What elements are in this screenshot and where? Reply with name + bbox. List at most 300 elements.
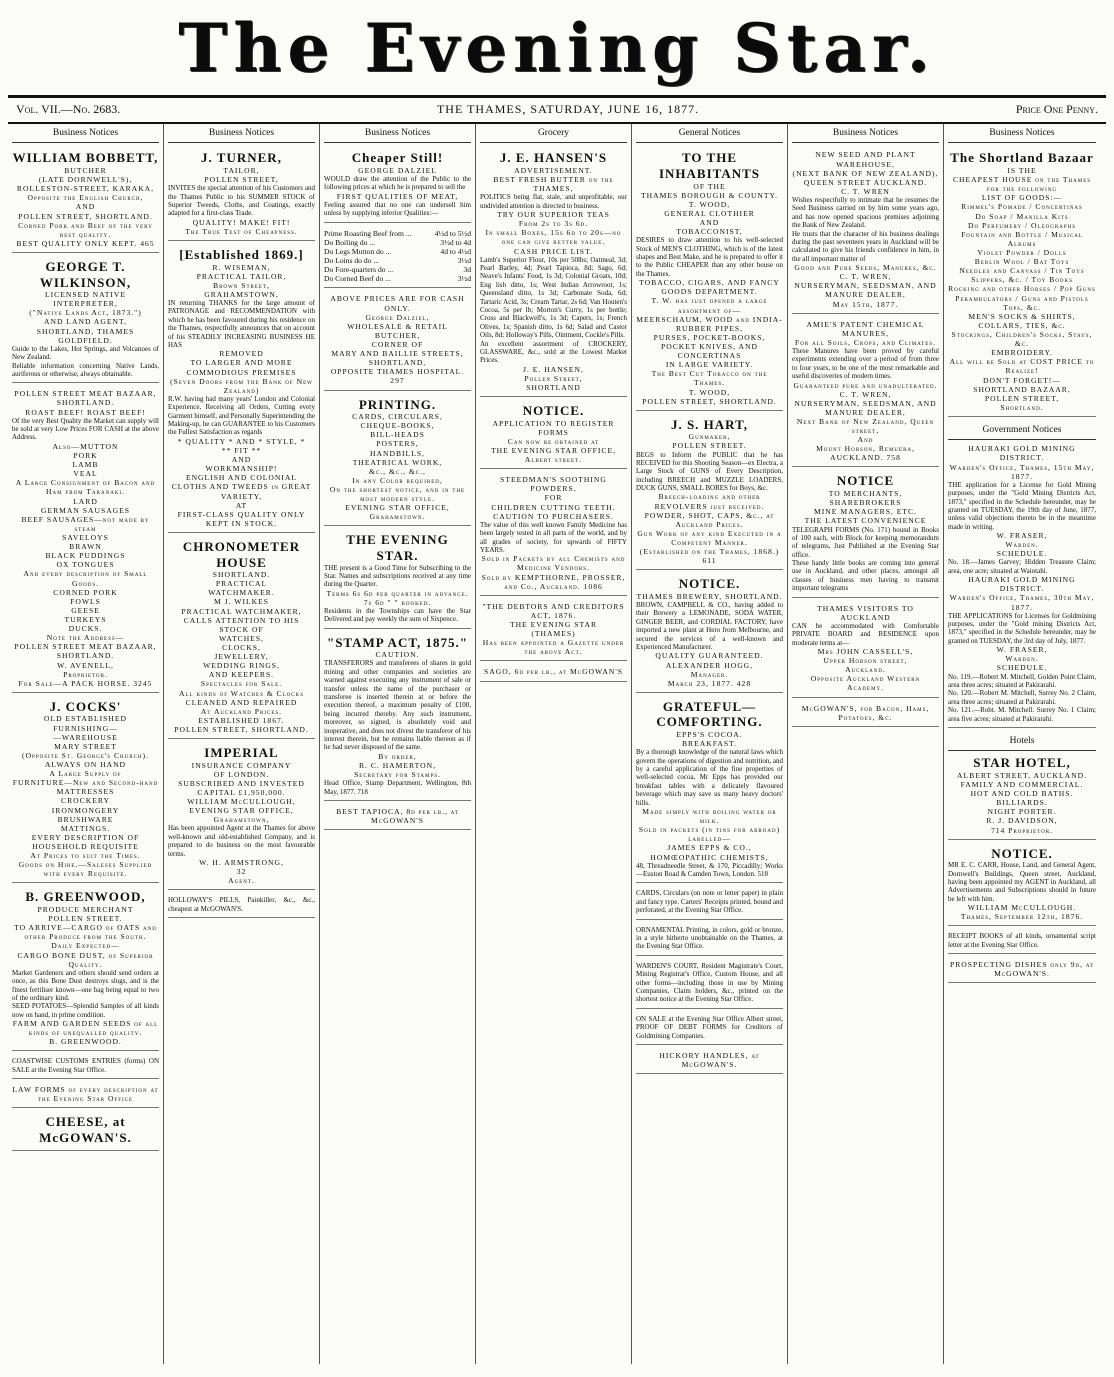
ad-line: IS THE: [1007, 165, 1037, 175]
ad-line: Good and Pure Seeds, Manures, &c.: [794, 263, 937, 273]
price-value: 4½d to 5½d: [434, 228, 471, 238]
ad-line: NOTICE: [836, 473, 895, 489]
ad-line: MEN'S SOCKS & SHIRTS, COLLARS, TIES, &c.: [968, 311, 1076, 330]
ad-line: CAUTION.: [375, 650, 420, 660]
ad-line: FIRST QUALITIES OF MEAT,: [336, 191, 459, 201]
ad-line: ALEXANDER HOGG,: [665, 660, 754, 670]
ad-line: Pollen Street,: [524, 373, 583, 383]
advertisement: [12, 886, 159, 1051]
ad-line: May 15th, 1877.: [832, 299, 899, 309]
ad-line: On the shortest notice, and in the most modern style.: [329, 484, 466, 504]
ad-line: Manager.: [690, 669, 729, 679]
ad-line: An excellent assortment of CROCKERY, GLASSWARE, &c., sold at the Lowest Market Prices.: [480, 339, 627, 365]
ad-line: Head Office, Stamp Department, Wellington, 8th May, 1877. 718: [324, 779, 471, 796]
ad-line: Thames, September 12th, 1876.: [960, 912, 1084, 922]
ad-line: R. C. HAMERTON,: [358, 760, 437, 770]
ad-line: POLLEN STREET MEAT BAZAAR,: [14, 389, 157, 399]
ad-line: WATCHMAKER.: [208, 588, 275, 598]
ad-line: SHORTLAND BAZAAR,: [973, 384, 1071, 394]
ad-line: FIRST-CLASS QUALITY ONLY KEPT IN STOCK.: [177, 509, 306, 528]
ad-line: WATCHES,: [219, 633, 264, 643]
ad-line: Sold in packets (in tins for abroad) labelled—: [638, 825, 781, 844]
advertisement: [792, 317, 939, 468]
price-row: [324, 274, 471, 283]
ad-line: WARDEN'S COURT, Resident Magistrate's Court, Mining Registrar's Office, Custom House, and all other forms—including those in use by Mining Companies, Claim holders, &c., printed on the shortest notice at the Evening Star Office.: [636, 961, 783, 1004]
section-heading: Hotels: [948, 734, 1096, 751]
ad-line: FOWLS: [70, 596, 101, 606]
ad-line: HOMŒOPATHIC CHEMISTS,: [650, 852, 769, 862]
ad-line: The value of this well known Family Medicine has been largely tested in all parts of the world, and by all grades of society, for upwards of FIFTY YEARS.: [480, 520, 627, 554]
ad-line: He trusts that the character of his business dealings during the past seventeen years in Auckland will be calculated to give his friends confidence in him, in the all important matter of: [792, 229, 939, 263]
price-row: [324, 229, 471, 238]
ad-line: Tops, &c.: [1003, 302, 1041, 312]
ad-line: The Shortland Bazaar: [950, 150, 1094, 166]
ad-line: MEERSCHAUM, WOOD and INDIA-RUBBER PIPES,: [636, 314, 783, 333]
price-value: 3d: [463, 265, 471, 275]
ad-line: BROWN, CAMPBELL & CO., having added to their Brewery a LEMONADE, SODA WATER, GINGER BEER, and CORDIAL FACTORY, have imported a new plant at Hero from Melbourne, and secured the services of a well-known and Experienced Manufacturer.: [636, 601, 783, 652]
ad-line: Opposite the English Church,: [27, 193, 144, 203]
ad-line: For all Soils, Crops, and Climates.: [795, 337, 936, 347]
price-item: Prime Roasting Beef from ...: [324, 228, 412, 238]
ad-line: (NEXT BANK OF NEW ZEALAND),: [792, 168, 939, 178]
ad-line: PROSPECTING DISHES only 9d, at McGOWAN'S.: [949, 960, 1095, 979]
ad-line: GEORGE T. WILKINSON,: [39, 258, 132, 290]
price-row: [324, 256, 471, 265]
advertisement: [480, 400, 627, 469]
ad-line: CALLS ATTENTION TO HIS STOCK OF: [183, 615, 300, 634]
ad-line: Goods on Hire.—Saleses Supplied with every Requisite.: [18, 860, 153, 879]
ad-line: NURSERYMAN, SEEDSMAN, AND MANURE DEALER,: [794, 398, 937, 417]
ad-line: POLLEN STREET, SHORTLAND.: [18, 211, 153, 221]
ad-line: OF LONDON.: [213, 769, 270, 779]
ad-line: CASH PRICE LIST.: [514, 246, 593, 256]
ad-line: J. E. HANSEN,: [523, 364, 584, 374]
ad-line: ORNAMENTAL Printing, in colors, gold or bronze, in a style hitherto unobtainable on the Thames, at the Evening Star Office.: [636, 925, 783, 951]
ad-line: Has been appointed a Gazette under the above Act.: [482, 638, 625, 657]
ad-line: No. 119.—Robert M. Mitchell, Golden Point Claim, area three acres; situated at Pakirarahi.: [948, 672, 1096, 689]
ad-line: Made simply with boiling water or milk.: [642, 806, 777, 826]
ad-line: BILL-HEADS: [370, 430, 425, 440]
ad-line: TO LARGER AND MORE COMMODIOUS PREMISES: [186, 358, 297, 377]
ad-line: BREAKFAST.: [681, 739, 738, 749]
advertisement: [636, 1012, 783, 1045]
advertisement: [792, 701, 939, 727]
ad-line: Needles and Canvass / Tin Toys: [959, 266, 1085, 276]
advertisement: [636, 147, 783, 410]
ad-line: CORNER OF: [371, 339, 424, 349]
page-columns: [8, 123, 1106, 1364]
ad-line: AUCKLAND. 758: [830, 453, 901, 463]
column-heading: General Notices: [636, 126, 783, 143]
ad-line: R.W. having had many years' London and Colonial Experience, Receiving all Orders, Cutting every Garment himself, and Personally Superintending the Making-up, he can GUARANTEE to his Customers the Fullest Satisfaction as regards: [168, 394, 315, 437]
ad-line: THEATRICAL WORK,: [352, 457, 443, 467]
ad-line: Perambulators / Guns and Pistols: [955, 293, 1089, 303]
ad-line: ALWAYS ON HAND: [44, 759, 127, 769]
ad-line: Has been appointed Agent at the Thames for above well-known and old-established Company, and is prepared to do business on the most favourable terms.: [168, 824, 315, 858]
ad-line: WILLIAM BOBBETT,: [12, 150, 159, 166]
advertisement: [12, 386, 159, 692]
ad-line: &c., &c., &c.,: [369, 466, 426, 476]
ad-line: ** FIT **: [221, 445, 262, 455]
ad-line: The Best Cut Tobacco on the Thames.: [651, 369, 768, 388]
ad-line: Gun Work of any kind Executed in a Competent Manner.: [637, 528, 782, 548]
ad-line: Market Gardeners and others should send orders at once, as this Bone Dust destroys slugs, and is the finest fertiliser known—one bag being equal to two of the ordinary kind.: [12, 968, 159, 1002]
ad-line: ALBERT STREET, AUCKLAND.: [957, 770, 1087, 780]
ad-line: TELEGRAPH FORMS (No. 171) bound in Books of 100 each, with Block for keeping memorandum of telegrams, Just Published at the Evening Star office.: [792, 525, 939, 559]
ad-line: SCHEDULE.: [996, 663, 1048, 673]
advertisement: [948, 420, 1096, 728]
ad-line: And every description of Small Goods.: [23, 569, 148, 588]
price-value: 3½d to 4d: [440, 237, 471, 247]
masthead: [0, 0, 1114, 95]
ad-line: Upper Hobson street,: [823, 656, 908, 666]
column-5: [632, 124, 788, 1364]
ad-line: CARDS, CIRCULARS,: [352, 412, 443, 422]
advertisement: [324, 226, 471, 289]
ad-line: W. FRASER,: [996, 531, 1048, 541]
ad-line: [Established 1869.]: [179, 246, 304, 262]
ad-line: Shortland.: [1000, 402, 1044, 412]
advertisement: [480, 147, 627, 397]
ad-line: Of the very Best Quality the Market can supply will be sold at very Low Prices FOR CASH at the above Address.: [12, 416, 159, 442]
ad-line: LICENSED NATIVE INTERPRETER,: [44, 290, 126, 309]
advertisement: [948, 147, 1096, 417]
ad-line: 48, Threadneedle Street, & 170, Piccadilly; Works—Euston Road & Camden Town, London. 518: [636, 861, 783, 879]
ad-line: T. WOOD,: [688, 387, 731, 397]
ad-line: Berlin Wool / Bat Toys: [974, 257, 1070, 267]
price-value: 4d to 4½d: [440, 246, 471, 256]
ad-line: SUBSCRIBED AND INVESTED: [178, 778, 305, 788]
ad-line: ("Native Lands Act, 1873."): [29, 308, 142, 318]
advertisement: [12, 256, 159, 383]
ad-line: J. E. HANSEN'S: [499, 150, 608, 166]
ad-line: In any Color required,: [352, 475, 443, 485]
ad-line: GENERAL CLOTHIER: [664, 208, 755, 218]
ad-line: J. S. HART,: [670, 416, 749, 432]
ad-line: (LATE DORNWELL'S),: [38, 175, 133, 185]
ad-line: TRY OUR SUPERIOR TEAS: [497, 210, 610, 220]
column-heading: Business Notices: [792, 126, 939, 143]
ad-line: EPPS'S COCOA.: [676, 730, 743, 740]
ad-line: ESTABLISHED 1867.: [198, 715, 285, 725]
column-heading: Business Notices: [12, 126, 159, 143]
ad-line: THE present is a Good Time for Subscribing to the Star. Names and subscriptions received at any time during the Quarter.: [324, 563, 471, 589]
ad-line: By order,: [378, 751, 417, 761]
ad-line: APPLICATION TO REGISTER: [492, 418, 615, 428]
ad-line: AT: [235, 500, 248, 510]
ad-line: Stockings, Children's Socks, Stays, &c.: [951, 329, 1093, 349]
ad-line: J. COCKS': [49, 698, 122, 714]
ad-line: WOULD draw the attention of the Public to the following prices at which he is prepared to sell the: [324, 175, 471, 192]
ad-line: HAURAKI GOLD MINING DISTRICT.: [968, 575, 1076, 594]
ad-line: SHORTLAND.: [212, 570, 271, 580]
ad-line: SHORTLAND.: [56, 651, 115, 661]
ad-line: These handy little books are coming into general use in Auckland, and other places, amongst all classes of business men having to transmit important telegrams: [792, 559, 939, 593]
ad-line: By a thorough knowledge of the natural laws which govern the operations of digestion and nutrition, and by a careful application of the fine properties of well-selected cocoa, Mr Epps has provided our breakfast tables with a delicately flavoured beverage which may save us many heavy doctors' bills.: [636, 748, 783, 807]
ad-line: CHEAPEST HOUSE on the Thames for the following: [952, 175, 1092, 194]
ad-line: THAMES BREWERY, SHORTLAND.: [636, 591, 783, 601]
ad-line: CARDS, Circulars (on note or letter paper) in plain and fancy type. Carters' Receipts printed, bound and perforated, at the Evening Star Office.: [636, 889, 783, 915]
ad-line: CARGO BONE DUST, of Superior Quality.: [17, 950, 154, 969]
ad-line: CAN be accommodated with Comfortable PRIVATE BOARD and RESIDENCE upon moderate terms at—: [792, 621, 939, 647]
advertisement: [948, 731, 1096, 840]
ad-line: FURNISHING—: [53, 723, 118, 733]
ad-line: POLLEN STREET.: [48, 914, 123, 924]
ad-line: CHEESE, at McGOWAN'S.: [39, 1114, 132, 1146]
ad-line: NEW SEED AND PLANT WAREHOUSE,: [815, 150, 916, 169]
ad-line: FURNITURE—New and Second-hand: [12, 778, 159, 788]
column-3: [320, 124, 476, 1364]
price: Price One Penny.: [1015, 101, 1098, 116]
ad-line: Also—MUTTON: [52, 441, 119, 451]
ad-line: WEDDING RINGS,: [203, 661, 280, 671]
ad-line: STAR HOTEL,: [973, 755, 1071, 771]
advertisement: [324, 804, 471, 830]
ad-line: MR E. C. CARR, House, Land, and General Agent, Dornwell's Buildings, Queen street, Auckland, having been appointed my AGENT in Auckland, all Advertisements and Subscriptions should in future be left with him.: [948, 861, 1096, 903]
ad-line: 714 Proprietor.: [990, 825, 1054, 835]
ad-line: Cheaper Still!: [351, 150, 444, 166]
ad-line: TO MERCHANTS, SHAREBROKERS: [828, 489, 903, 508]
ad-line: QUALITY! MAKE! FIT!: [192, 217, 291, 227]
ad-line: ADVERTISEMENT.: [514, 165, 593, 175]
ad-line: PRINTING.: [358, 396, 437, 412]
advertisement: [168, 742, 315, 890]
ad-line: Terms 6s 6d per quarter in advance.: [326, 588, 469, 598]
advertisement: [324, 291, 471, 390]
ad-line: Do Perfumery / Oleographs: [967, 220, 1076, 230]
ad-line: OF THE: [693, 181, 726, 191]
ad-line: PRACTICAL TAILOR,: [196, 271, 287, 281]
ad-line: THE APPLICATIONS for Licenses for Goldmining purposes, under the "Gold mining Districts Act, 1873," specified in the Schedule hereunder, may be granted on TUESDAY, the 3rd day of July, 1877.: [948, 611, 1096, 645]
ad-line: Grahamstown,: [213, 815, 270, 825]
ad-line: For Sale—A PACK HORSE. 3245: [18, 678, 153, 688]
ad-line: McGOWAN'S, for Bacon, Hams, Potatoes, &c.: [801, 703, 930, 722]
ad-line: POLITICS being flat, stale, and unprofitable, our undivided attention is directed to business.: [480, 193, 627, 210]
ad-line: MATTRESSES: [56, 787, 115, 797]
ad-line: Do Soap / Manilla Kits: [975, 211, 1069, 221]
ad-line: VEAL: [73, 469, 98, 479]
section-heading: Government Notices: [948, 423, 1096, 440]
ad-line: ACT, 1876.: [530, 610, 577, 620]
ad-line: No. 18.—James Garvey; Hidden Treasure Claim; area, one acre; situated at Waiotahi.: [948, 558, 1096, 575]
ad-line: MARY AND BAILLIE STREETS,: [331, 349, 464, 359]
ad-line: TRANSFERORS and transferees of shares in gold mining and other companies and societies are warned against executing any instrument of sale or transfer unless the name of the purchaser or transferee is inserted therein at or before the execution thereof, a maximum penalty of £100, being incurred thereby. Any such instrument, moreover, so signed, is absolutely void and inoperative, and does not divest the transferor of his interest therein, but he remains liable thereon as if he had never disposed of the same.: [324, 659, 471, 752]
ad-line: BRUSHWARE: [57, 814, 114, 824]
ad-line: At Prices to suit the Times.: [30, 851, 141, 861]
ad-line: HOLLOWAY'S PILLS, Painkiller, &c., &c., cheapest at McGOWAN'S.: [168, 896, 315, 913]
ad-line: Guide to the Lakes, Hot Springs, and Volcanoes of New Zealand.: [12, 344, 159, 362]
advertisement: [948, 929, 1096, 954]
ad-line: Guaranteed pure and unadulterated.: [793, 380, 938, 390]
advertisement: [948, 957, 1096, 983]
ad-line: Fountain and Bottle / Musical Albums: [961, 229, 1083, 248]
ad-line: HANDBILLS,: [370, 448, 425, 458]
ad-line: Spectacles for Sale.: [200, 679, 283, 689]
ad-line: B. GREENWOOD,: [25, 889, 146, 905]
ad-line: And: [857, 435, 874, 445]
ad-line: JAMES EPPS & CO.,: [667, 843, 752, 853]
ad-line: TOBACCONIST,: [676, 227, 743, 237]
volume-number: Vol. VII.—No. 2683.: [16, 101, 121, 116]
ad-line: CAUTION TO PURCHASERS.: [493, 511, 614, 521]
ad-line: These Manures have been proved by careful experiments extending over a period of from three to four years, to be one of the most remarkable and useful discoveries of modern times.: [792, 346, 939, 381]
ad-line: THE EVENING STAR.: [346, 532, 449, 564]
ad-line: All will be Sold at COST PRICE to Realize!: [949, 357, 1095, 376]
newspaper-title: The Evening Star.: [178, 8, 936, 87]
ad-line: PURSES, POCKET-BOOKS, POCKET KNIVES, AND CONCERTINAS: [653, 332, 766, 361]
ad-line: Feeling assured that no one can undersell him unless by supplying inferior Qualities:—: [324, 200, 471, 218]
ad-line: C. T. WREN,: [839, 389, 892, 399]
ad-line: CHEQUE-BOOKS,: [360, 421, 435, 431]
advertisement: [636, 959, 783, 1009]
ad-line: IN LARGE VARIETY.: [665, 360, 754, 370]
advertisement: [168, 147, 315, 241]
ad-line: A Large Consignment of Bacon and Ham from Taranaki.: [15, 478, 156, 497]
price-item: Do Fore-quarters do ...: [324, 265, 394, 275]
ad-line: Grahamstown.: [369, 512, 426, 522]
advertisement: [168, 244, 315, 533]
ad-line: OPPOSITE THAMES HOSPITAL.: [330, 367, 465, 377]
ad-line: Daily Expected—: [51, 941, 120, 951]
ad-line: BEST TAPIOCA, 8d per lb., at McGOWAN'S: [336, 806, 459, 825]
ad-line: SAVELOYS: [62, 532, 109, 542]
ad-line: NOTICE.: [991, 845, 1053, 861]
ad-line: LAMB: [72, 460, 99, 470]
ad-line: TOBACCO, CIGARS, AND FANCY GOODS DEPARTMENT.: [639, 278, 780, 297]
price-row: [324, 238, 471, 247]
ad-line: COASTWISE CUSTOMS ENTRIES (forms) ON SALE at the Evening Star Office.: [12, 1057, 159, 1074]
ad-line: W. AVENELL,: [57, 660, 114, 670]
ad-line: GEORGE DALZIEL: [358, 165, 437, 175]
ad-line: W. FRASER,: [996, 645, 1048, 655]
ad-line: OLD ESTABLISHED: [44, 714, 127, 724]
ad-line: POLLEN STREET,: [984, 393, 1060, 403]
column-1: [8, 124, 164, 1364]
ad-line: A Large Supply of: [49, 769, 122, 779]
ad-line: PRACTICAL WATCHMAKER,: [181, 606, 302, 616]
ad-line: FORMS: [538, 427, 569, 437]
ad-line: No. 121.—Robt. M. Mitchell. Surrey No. 1 Claim; area five acres; situated at Pakirarahi.: [948, 706, 1096, 723]
ad-line: Mount Hobson, Remuera,: [816, 444, 915, 454]
ad-line: IRONMONGERY: [51, 805, 120, 815]
ad-line: GERMAN SAUSAGES: [40, 505, 131, 515]
ad-line: WILLIAM McCULLOUGH,: [187, 797, 296, 807]
ad-line: OX TONGUES: [56, 560, 115, 570]
ad-line: "STAMP ACT, 1875.": [326, 634, 469, 650]
advertisement: [168, 893, 315, 918]
ad-line: Wishes respectfully to intimate that he resumes the Seed Business carried on by him some years ago, and has now opened spacious premises adjoining the Bank of New Zealand.: [792, 195, 939, 230]
ad-line: BEGS to Inform the PUBLIC that he has RECEIVED for this Shooting Season—ex Electra, a Large Stock of GUNS of Every Description, including BREECH and MUZZLE LOADERS, DUCK GUNS, SMALL BORES for Boys, &c.: [636, 450, 783, 493]
ad-line: (Established on the Thames, 1868.) 611: [639, 547, 780, 566]
ad-line: GRATEFUL—COMFORTING.: [656, 698, 763, 730]
ad-line: (Seven Doors from the Bank of New Zealand): [170, 376, 313, 395]
ad-line: EVENING STAR OFFICE,: [345, 503, 450, 513]
advertisement: [324, 147, 471, 222]
ad-line: 7s 6d " " booked.: [363, 597, 432, 607]
ad-line: HICKORY HANDLES, at McGOWAN'S.: [659, 1050, 760, 1069]
ad-line: PORK: [73, 450, 98, 460]
ad-line: FAMILY AND COMMERCIAL.: [960, 779, 1084, 789]
ad-line: Proprietor.: [63, 669, 108, 679]
ad-line: HAURAKI GOLD MINING DISTRICT.: [968, 444, 1076, 463]
ad-line: JEWELLERY,: [214, 652, 269, 662]
ad-line: "THE DEBTORS AND CREDITORS: [482, 601, 625, 611]
ad-line: Warden.: [1005, 540, 1039, 550]
advertisement: [12, 1111, 159, 1150]
ad-line: THE EVENING STAR OFFICE,: [490, 445, 617, 455]
ad-line: Gunmaker,: [688, 432, 731, 442]
ad-line: IMPERIAL: [204, 745, 279, 761]
ad-line: ROLLESTON-STREET, KARAKA,: [16, 184, 155, 194]
ad-line: At Auckland Prices.: [200, 706, 283, 716]
ad-line: Agent.: [228, 876, 255, 886]
ad-line: REMOVED: [219, 349, 264, 359]
ad-line: EMBROIDERY.: [991, 348, 1053, 358]
advertisement: [792, 470, 939, 597]
ad-line: ON SALE at the Evening Star Office Albert street, PROOF OF DEBT FORMS for Creditors of Goldmining Companies.: [636, 1014, 783, 1040]
advertisement: [636, 696, 783, 884]
advertisement: [636, 923, 783, 956]
ad-line: INVITES the special attention of his Customers and the Thames Public to his SUMMER STOCK of Superior Tweeds, Cloths, and Coatings, exactly adapted for a first-class Trade.: [168, 184, 315, 218]
ad-line: J. TURNER,: [201, 150, 282, 166]
ad-line: DUCKS.: [68, 624, 103, 634]
ad-line: AND LAND AGENT,: [44, 317, 127, 327]
ad-line: M J. WILKES: [214, 597, 269, 607]
ad-line: Warden's Office, Thames, 15th May, 1877.: [949, 462, 1095, 481]
ad-line: QUEEN STREET AUCKLAND.: [803, 177, 928, 187]
advertisement: [168, 536, 315, 739]
ad-line: 297: [390, 376, 405, 386]
ad-line: No. 120.—Robert M. Mitchell, Surrey No. 2 Claim, area three acres; situated at Pakirarahi.: [948, 689, 1096, 706]
ad-line: CAPITAL £1,950,000.: [197, 788, 286, 798]
ad-line: CROCKERY: [61, 796, 110, 806]
ad-line: Albert street.: [524, 455, 583, 465]
ad-line: C. T. WREN: [841, 186, 890, 196]
advertisement: [948, 843, 1096, 927]
ad-line: Mrs JOHN CASSELL'S,: [817, 647, 914, 657]
advertisement: [792, 601, 939, 698]
ad-line: PRACTICAL: [215, 579, 268, 589]
ad-line: BEST FRESH BUTTER on the THAMES,: [493, 175, 614, 194]
ad-line: CLOCKS,: [222, 643, 261, 653]
ad-line: T. W. has just opened a large assortment of—: [651, 296, 768, 315]
column-heading: Business Notices: [324, 126, 471, 143]
ad-line: INSURANCE COMPANY: [191, 760, 292, 770]
ad-line: Warden.: [1005, 654, 1039, 664]
ad-line: FARM AND GARDEN SEEDS of all kinds of unequalled quality.: [12, 1019, 159, 1038]
price-row: [324, 247, 471, 256]
ad-line: From 2s to 3s 6d.: [518, 219, 589, 229]
ad-line: EVENING STAR OFFICE,: [189, 806, 294, 816]
ad-line: BEEF SAUSAGES—not made by steam: [21, 514, 150, 533]
ad-line: BILLIARDS.: [996, 798, 1048, 808]
ad-line: TAILOR,: [223, 165, 260, 175]
advertisement: [636, 414, 783, 571]
ad-line: GEESE: [71, 605, 100, 615]
ad-line: NOTICE.: [678, 576, 741, 592]
ad-line: WORKMANSHIP!: [205, 464, 278, 474]
advertisement: [636, 886, 783, 919]
ad-line: In small Boxes, 15s 6d to 20s—no one can give better value.: [485, 228, 622, 247]
column-heading: Business Notices: [948, 126, 1096, 143]
ad-line: TO THE INHABITANTS: [658, 150, 761, 181]
ad-line: Residents in the Townships can have the Star Delivered and pay weekly the sum of Sixpence.: [324, 607, 471, 624]
ad-line: ABOVE PRICES ARE FOR CASH ONLY.: [330, 294, 465, 313]
ad-line: SEED POTATOES—Splendid Samples of all kinds now on hand, in prime condition.: [12, 1002, 159, 1019]
ad-line: ROAST BEEF! ROAST BEEF!: [25, 407, 146, 417]
ad-line: POLLEN STREET.: [672, 441, 747, 451]
column-4: [476, 124, 632, 1364]
